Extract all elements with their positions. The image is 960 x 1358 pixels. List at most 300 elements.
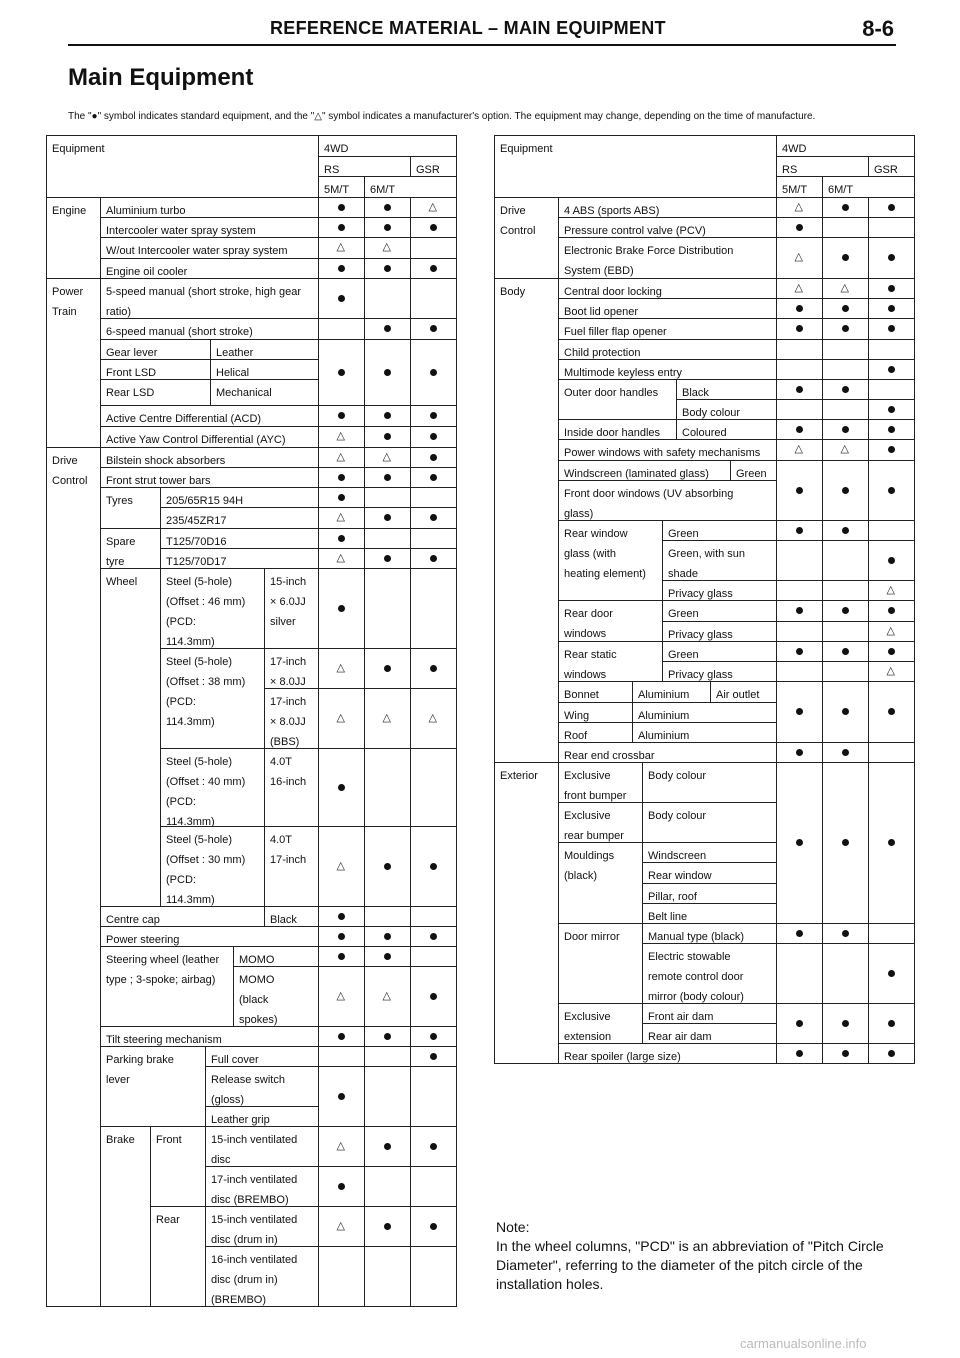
table-cell [558, 1043, 777, 1064]
equipment-mark-cell [822, 923, 869, 944]
equipment-mark-cell [410, 217, 457, 238]
equipment-mark-cell [410, 748, 457, 827]
equipment-mark-cell [822, 399, 869, 420]
standard-dot-icon [384, 933, 391, 940]
equipment-mark-cell [822, 681, 869, 743]
option-triangle-icon: △ [428, 200, 437, 213]
table-cell [205, 1206, 319, 1247]
standard-dot-icon [338, 1093, 345, 1100]
cell-text: 5-speed manual (short stroke, high gear [106, 286, 302, 298]
table-cell [100, 487, 161, 529]
equipment-mark-cell [410, 258, 457, 279]
cell-text: 4WD [782, 143, 807, 155]
cell-text: (Offset : 40 mm) [166, 776, 246, 788]
standard-dot-icon [888, 970, 895, 977]
cell-text: Body colour [648, 770, 707, 782]
table-cell [662, 520, 777, 541]
equipment-mark-cell [318, 258, 365, 279]
table-cell [264, 826, 319, 907]
equipment-mark-cell [822, 641, 869, 662]
standard-dot-icon [888, 285, 895, 292]
table-cell [100, 946, 234, 1027]
equipment-mark-cell [776, 762, 823, 924]
equipment-mark-cell [318, 966, 365, 1027]
table-cell [730, 460, 777, 481]
equipment-mark-cell [822, 742, 869, 763]
cell-text: Control [500, 225, 536, 237]
table-cell [100, 1026, 319, 1047]
cell-text: Exclusive [564, 1011, 611, 1023]
cell-text: Wing [564, 710, 590, 722]
table-cell [676, 379, 777, 400]
table-cell [642, 903, 777, 924]
cell-text: Aluminium [638, 710, 690, 722]
equipment-mark-cell [364, 906, 411, 927]
note-text: Note: In the wheel columns, "PCD" is an abbreviation of "Pitch Circle Diameter", referring to the diameter of the pitch circle of the installation holes. [496, 1219, 884, 1292]
table-cell [100, 258, 319, 279]
cell-text: Outer door handles [564, 387, 659, 399]
cell-text: 205/65R15 94H [166, 495, 244, 507]
equipment-mark-cell [364, 278, 411, 319]
standard-dot-icon [338, 369, 345, 376]
table-cell [150, 1206, 206, 1307]
equipment-mark-cell [868, 197, 915, 218]
cell-text: Air outlet [716, 689, 760, 701]
cell-text: Windscreen [648, 850, 707, 862]
equipment-mark-cell [822, 318, 869, 340]
table-cell [558, 237, 777, 279]
equipment-mark-cell [318, 237, 365, 259]
standard-dot-icon [338, 412, 345, 419]
equipment-mark-cell [822, 1003, 869, 1044]
equipment-mark-cell [822, 359, 869, 380]
cell-text: heating element) [564, 568, 646, 580]
standard-dot-icon [796, 426, 803, 433]
standard-dot-icon [338, 535, 345, 542]
equipment-mark-cell [318, 1026, 365, 1047]
table-cell [662, 641, 777, 662]
equipment-mark-cell [364, 1026, 411, 1047]
equipment-mark-cell [776, 318, 823, 340]
table-cell [558, 520, 663, 601]
table-cell [558, 359, 777, 380]
equipment-mark-cell [364, 826, 411, 907]
equipment-mark-cell [364, 568, 411, 649]
table-cell [160, 548, 319, 569]
equipment-mark-cell [868, 742, 915, 763]
cell-text: Leather grip [211, 1114, 270, 1126]
standard-dot-icon [888, 557, 895, 564]
equipment-mark-cell [868, 661, 915, 682]
equipment-mark-cell [410, 1246, 457, 1307]
cell-text: Steel (5-hole) [166, 576, 233, 588]
table-cell [558, 217, 777, 238]
cell-text: (PCD: [166, 696, 196, 708]
cell-text: System (EBD) [564, 265, 634, 277]
cell-text: windows [564, 669, 607, 681]
table-cell [100, 528, 161, 569]
equipment-mark-cell [410, 1206, 457, 1247]
standard-dot-icon [842, 839, 849, 846]
equipment-mark-cell [410, 339, 457, 406]
equipment-mark-cell [868, 278, 915, 299]
cell-text: T125/70D16 [166, 536, 227, 548]
table-cell [642, 883, 777, 904]
equipment-mark-cell [318, 1066, 365, 1127]
equipment-mark-cell [868, 621, 915, 642]
standard-dot-icon [888, 204, 895, 211]
equipment-mark-cell [868, 600, 915, 622]
option-triangle-icon: △ [336, 1219, 345, 1232]
equipment-mark-cell [318, 405, 365, 427]
table-cell [100, 447, 319, 468]
cell-text: (Offset : 46 mm) [166, 596, 246, 608]
equipment-mark-cell [318, 197, 365, 218]
cell-text: Rear air dam [648, 1031, 712, 1043]
equipment-mark-cell [364, 405, 411, 427]
equipment-mark-cell [410, 447, 457, 468]
cell-text: (BREMBO) [211, 1294, 266, 1306]
cell-text: Roof [564, 730, 588, 742]
cell-text: Leather [216, 347, 254, 359]
standard-dot-icon [384, 1223, 391, 1230]
cell-text: Green [668, 528, 699, 540]
equipment-mark-cell [318, 1126, 365, 1167]
table-cell [642, 802, 777, 843]
cell-text: Engine [52, 205, 87, 217]
cell-text: Exclusive [564, 810, 611, 822]
equipment-mark-cell [364, 426, 411, 448]
equipment-mark-cell [868, 923, 915, 944]
table-cell [46, 135, 319, 198]
cell-text: 15-inch ventilated [211, 1214, 298, 1226]
cell-text: Coloured [682, 427, 727, 439]
cell-text: (PCD: [166, 616, 196, 628]
equipment-mark-cell [318, 278, 365, 319]
table-cell [558, 197, 777, 218]
equipment-mark-cell [822, 278, 869, 299]
table-cell [46, 197, 101, 279]
equipment-mark-cell [868, 641, 915, 662]
cell-text: Privacy glass [668, 629, 733, 641]
standard-dot-icon [430, 665, 437, 672]
equipment-mark-cell [776, 943, 823, 1004]
table-cell [558, 379, 677, 420]
table-cell [662, 621, 777, 642]
cell-text: Train [52, 306, 77, 318]
cell-text: rear bumper [564, 830, 624, 842]
equipment-mark-cell [868, 237, 915, 279]
standard-dot-icon [430, 1053, 437, 1060]
standard-dot-icon [338, 1033, 345, 1040]
table-cell [642, 923, 777, 944]
table-cell [642, 943, 777, 1004]
table-cell [100, 1126, 151, 1307]
equipment-mark-cell [318, 826, 365, 907]
cell-text: 16-inch ventilated [211, 1254, 298, 1266]
cell-text: Control [52, 475, 88, 487]
equipment-mark-cell [318, 528, 365, 549]
cell-text: (Offset : 38 mm) [166, 676, 246, 688]
equipment-mark-cell [410, 487, 457, 508]
table-cell [662, 540, 777, 581]
standard-dot-icon [842, 708, 849, 715]
cell-text: Exterior [500, 770, 538, 782]
cell-text: Mechanical [216, 387, 272, 399]
table-cell [264, 748, 319, 827]
cell-text: Rear door [564, 608, 613, 620]
equipment-mark-cell [410, 278, 457, 319]
table-cell [100, 1046, 206, 1127]
equipment-mark-cell [822, 600, 869, 622]
cell-text: glass (with [564, 548, 616, 560]
standard-dot-icon [888, 1050, 895, 1057]
table-cell [160, 507, 319, 529]
table-cell [558, 681, 633, 703]
cell-text: W/out Intercooler water spray system [106, 245, 288, 257]
cell-text: disc (BREMBO) [211, 1194, 289, 1206]
cell-text: mirror (body colour) [648, 991, 744, 1003]
equipment-mark-cell [318, 568, 365, 649]
equipment-mark-cell [776, 217, 823, 238]
equipment-mark-cell [364, 548, 411, 569]
equipment-mark-cell [822, 339, 869, 360]
standard-dot-icon [384, 474, 391, 481]
table-cell [205, 1126, 319, 1167]
cell-text: Wheel [106, 576, 138, 588]
option-triangle-icon: △ [886, 664, 895, 677]
cell-text: 114.3mm) [166, 894, 215, 906]
equipment-mark-cell [776, 580, 823, 601]
standard-dot-icon [842, 749, 849, 756]
table-cell [160, 748, 265, 827]
equipment-mark-cell [318, 447, 365, 468]
equipment-mark-cell [364, 648, 411, 689]
standard-dot-icon [796, 607, 803, 614]
equipment-mark-cell [318, 318, 365, 340]
equipment-mark-cell [364, 339, 411, 406]
cell-text: Black [270, 914, 297, 926]
cell-text: Green, with sun [668, 548, 746, 560]
cell-text: Inside door handles [564, 427, 661, 439]
table-cell [100, 197, 319, 218]
table-cell [632, 702, 777, 723]
table-cell [100, 278, 319, 319]
cell-text: Pillar, roof [648, 891, 697, 903]
cell-text: Bonnet [564, 689, 599, 701]
standard-dot-icon [888, 839, 895, 846]
table-cell [558, 762, 643, 803]
standard-dot-icon [842, 204, 849, 211]
equipment-mark-cell [364, 487, 411, 508]
standard-dot-icon [384, 224, 391, 231]
standard-dot-icon [384, 555, 391, 562]
table-cell [676, 419, 777, 440]
equipment-mark-cell [364, 1166, 411, 1207]
standard-dot-icon [430, 933, 437, 940]
cell-text: Body [500, 286, 526, 298]
watermark: carmanualsonline.info [740, 1336, 867, 1351]
standard-dot-icon [384, 1143, 391, 1150]
option-triangle-icon: △ [336, 430, 345, 442]
option-triangle-icon: △ [794, 200, 803, 213]
cell-text: Front [156, 1134, 182, 1146]
cell-text: Steering wheel (leather [106, 954, 220, 966]
standard-dot-icon [338, 295, 345, 302]
cell-text: Brake [106, 1134, 135, 1146]
table-cell [100, 217, 319, 238]
cell-text: Rear static [564, 649, 617, 661]
cell-text: Active Centre Differential (ACD) [106, 413, 262, 425]
standard-dot-icon [842, 527, 849, 534]
equipment-mark-cell [776, 742, 823, 763]
standard-dot-icon [842, 305, 849, 312]
table-cell [410, 156, 457, 177]
standard-dot-icon [842, 607, 849, 614]
option-triangle-icon: △ [382, 241, 391, 253]
table-cell [264, 906, 319, 927]
equipment-mark-cell [410, 197, 457, 218]
cell-text: Full cover [211, 1054, 259, 1066]
equipment-mark-cell [318, 1246, 365, 1307]
standard-dot-icon [384, 665, 391, 672]
option-triangle-icon: △ [794, 443, 803, 455]
standard-dot-icon [384, 412, 391, 419]
cell-text: Parking brake [106, 1054, 174, 1066]
table-cell [558, 460, 731, 481]
cell-text: T125/70D17 [166, 556, 227, 568]
option-triangle-icon: △ [336, 511, 345, 523]
equipment-mark-cell [364, 447, 411, 468]
table-cell [676, 399, 777, 420]
standard-dot-icon [338, 204, 345, 211]
equipment-mark-cell [776, 681, 823, 743]
standard-dot-icon [384, 514, 391, 521]
table-cell [558, 480, 777, 521]
cell-text: × 8.0JJ [270, 716, 306, 728]
standard-dot-icon [842, 325, 849, 332]
standard-dot-icon [430, 1033, 437, 1040]
cell-text: RS [324, 164, 340, 176]
page-number: 8-6 [862, 16, 894, 41]
equipment-mark-cell [868, 439, 915, 461]
standard-dot-icon [338, 953, 345, 960]
equipment-mark-cell [410, 688, 457, 749]
cell-text: Active Yaw Control Differential (AYC) [106, 434, 286, 446]
equipment-mark-cell [822, 762, 869, 924]
equipment-mark-cell [364, 1206, 411, 1247]
equipment-mark-cell [410, 826, 457, 907]
table-cell [205, 1246, 319, 1307]
cell-text: MOMO [239, 954, 275, 966]
standard-dot-icon [430, 412, 437, 419]
cell-text: Equipment [52, 143, 105, 155]
equipment-mark-cell [776, 439, 823, 461]
equipment-mark-cell [364, 926, 411, 947]
standard-dot-icon [430, 325, 437, 332]
cell-text: 15-inch ventilated [211, 1134, 298, 1146]
cell-text: Privacy glass [668, 669, 733, 681]
table-cell [558, 318, 777, 340]
table-cell [210, 359, 319, 380]
standard-dot-icon [888, 254, 895, 261]
cell-text: Fuel filler flap opener [564, 326, 667, 338]
equipment-mark-cell [868, 217, 915, 238]
cell-text: (PCD: [166, 874, 196, 886]
cell-text: Aluminium [638, 730, 690, 742]
standard-dot-icon [888, 366, 895, 373]
standard-dot-icon [384, 863, 391, 870]
equipment-mark-cell [868, 1003, 915, 1044]
table-cell [558, 339, 777, 360]
cell-text: (Offset : 30 mm) [166, 854, 246, 866]
equipment-mark-cell [868, 540, 915, 581]
equipment-mark-cell [822, 520, 869, 541]
cell-text: 6-speed manual (short stroke) [106, 326, 253, 338]
cell-text: Centre cap [106, 914, 160, 926]
standard-dot-icon [796, 386, 803, 393]
cell-text: 4WD [324, 143, 349, 155]
table-cell [233, 966, 319, 1027]
equipment-mark-cell [410, 1166, 457, 1207]
equipment-mark-cell [410, 648, 457, 689]
standard-dot-icon [796, 1020, 803, 1027]
cell-text: Front LSD [106, 367, 157, 379]
equipment-mark-cell [776, 923, 823, 944]
equipment-mark-cell [776, 339, 823, 360]
equipment-mark-cell [364, 528, 411, 549]
standard-dot-icon [842, 1050, 849, 1057]
standard-dot-icon [796, 305, 803, 312]
equipment-mark-cell [868, 359, 915, 380]
table-cell [558, 419, 677, 440]
table-cell [318, 156, 411, 177]
cell-text: 17-inch ventilated [211, 1174, 298, 1186]
equipment-mark-cell [318, 748, 365, 827]
cell-text: Green [668, 649, 699, 661]
cell-text: Aluminium [638, 689, 690, 701]
equipment-mark-cell [364, 237, 411, 259]
cell-text: lever [106, 1074, 130, 1086]
cell-text: Mouldings [564, 850, 615, 862]
standard-dot-icon [796, 1050, 803, 1057]
cell-text: 114.3mm) [166, 716, 215, 728]
equipment-mark-cell [776, 237, 823, 279]
equipment-mark-cell [868, 762, 915, 924]
table-cell [632, 722, 777, 743]
standard-dot-icon [384, 953, 391, 960]
equipment-mark-cell [364, 748, 411, 827]
standard-dot-icon [888, 446, 895, 453]
table-cell [100, 568, 161, 907]
cell-text: Boot lid opener [564, 306, 638, 318]
standard-dot-icon [888, 426, 895, 433]
equipment-mark-cell [822, 197, 869, 218]
cell-text: Power steering [106, 934, 180, 946]
page-title: Main Equipment [68, 64, 254, 91]
equipment-mark-cell [364, 1246, 411, 1307]
cell-text: Child protection [564, 347, 641, 359]
standard-dot-icon [888, 708, 895, 715]
cell-text: 17-inch [270, 696, 307, 708]
equipment-mark-cell [318, 548, 365, 569]
standard-dot-icon [338, 913, 345, 920]
cell-text: tyre [106, 556, 125, 568]
cell-text: Release switch [211, 1074, 285, 1086]
table-cell [160, 826, 265, 907]
standard-dot-icon [796, 527, 803, 534]
equipment-mark-cell [410, 1126, 457, 1167]
